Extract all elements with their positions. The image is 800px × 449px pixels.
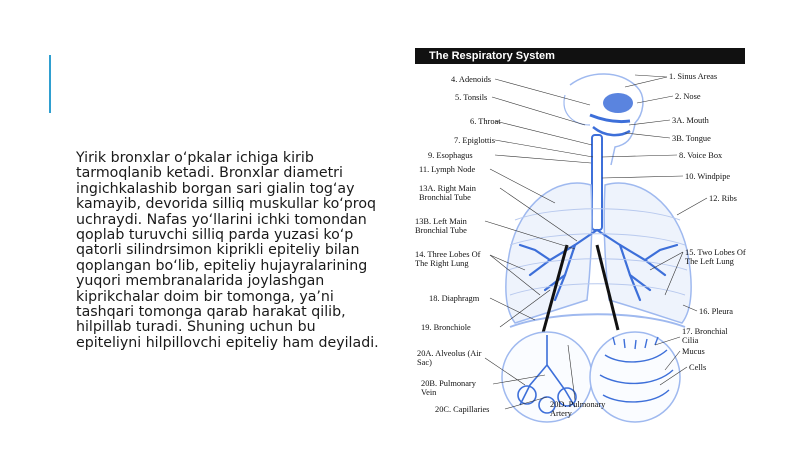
label-throat: 6. Throat — [470, 117, 501, 126]
label-pulmonary-artery: 20D. Pulmonary Artery — [550, 400, 606, 418]
label-cells: Cells — [689, 363, 707, 372]
label-sinus-areas: 1. Sinus Areas — [669, 72, 718, 81]
label-bronchiole: 19. Bronchiole — [421, 323, 471, 332]
label-mucus: Mucus — [682, 347, 705, 356]
label-lymph-node: 11. Lymph Node — [419, 165, 476, 174]
left-lung-shape — [604, 183, 691, 323]
label-capillaries: 20C. Capillaries — [435, 405, 490, 414]
label-two-lobes: 15. Two Lobes Of The Left Lung — [685, 248, 746, 266]
label-right-main-bronchial: 13A. Right Main Bronchial Tube — [419, 184, 476, 202]
sinus-shape — [603, 93, 633, 113]
body-paragraph: Yirik bronxlar o‘pkalar ichiga kirib tarmoqlanib ketadi. Bronxlar diametri ingichkalashib borgan sari gialin tog‘ay kamayib, devorida silliq muskullar ko‘proq uchraydi. Nafas yo‘llarini ichki tomondan qoplab turuvchi silliq parda yuzasi ko‘p qatorli silindrsimon kiprikli epiteliy bilan qoplangan bo‘lib, epiteliy hujayralarining yuqori membranalarida joylashgan kiprikchalar doim bir tomonga, ya’ni tashqari tomonga qarab harakat qilib, hilpillab turadi. Shuning uchun bu epiteliyni hilpillovchi epiteliy ham deyiladi. — [76, 150, 379, 351]
figure-title: The Respiratory System — [415, 48, 745, 64]
label-epiglottis: 7. Epiglottis — [454, 136, 495, 145]
label-windpipe: 10. Windpipe — [685, 172, 731, 181]
label-pulmonary-vein: 20B. Pulmonary Vein — [421, 379, 476, 397]
label-tonsils: 5. Tonsils — [455, 93, 488, 102]
label-bronchial-cilia: 17. Bronchial Cilia — [682, 327, 728, 345]
label-adenoids: 4. Adenoids — [451, 75, 492, 84]
label-nose: 2. Nose — [675, 92, 701, 101]
label-mouth: 3A. Mouth — [672, 116, 709, 125]
label-esophagus: 9. Esophagus — [428, 151, 473, 160]
label-left-main-bronchial: 13B. Left Main Bronchial Tube — [415, 217, 467, 235]
respiratory-system-figure — [415, 45, 745, 425]
label-three-lobes: 14. Three Lobes Of The Right Lung — [415, 250, 481, 268]
label-diaphragm: 18. Diaphragm — [429, 294, 480, 303]
label-voice-box: 8. Voice Box — [679, 151, 723, 160]
label-pleura: 16. Pleura — [699, 307, 733, 316]
label-ribs: 12. Ribs — [709, 194, 737, 203]
right-lung-shape — [506, 183, 592, 323]
windpipe-shape — [592, 135, 602, 230]
label-tongue: 3B. Tongue — [672, 134, 711, 143]
accent-line — [49, 55, 51, 113]
label-alveolus: 20A. Alveolus (Air Sac) — [417, 349, 482, 367]
